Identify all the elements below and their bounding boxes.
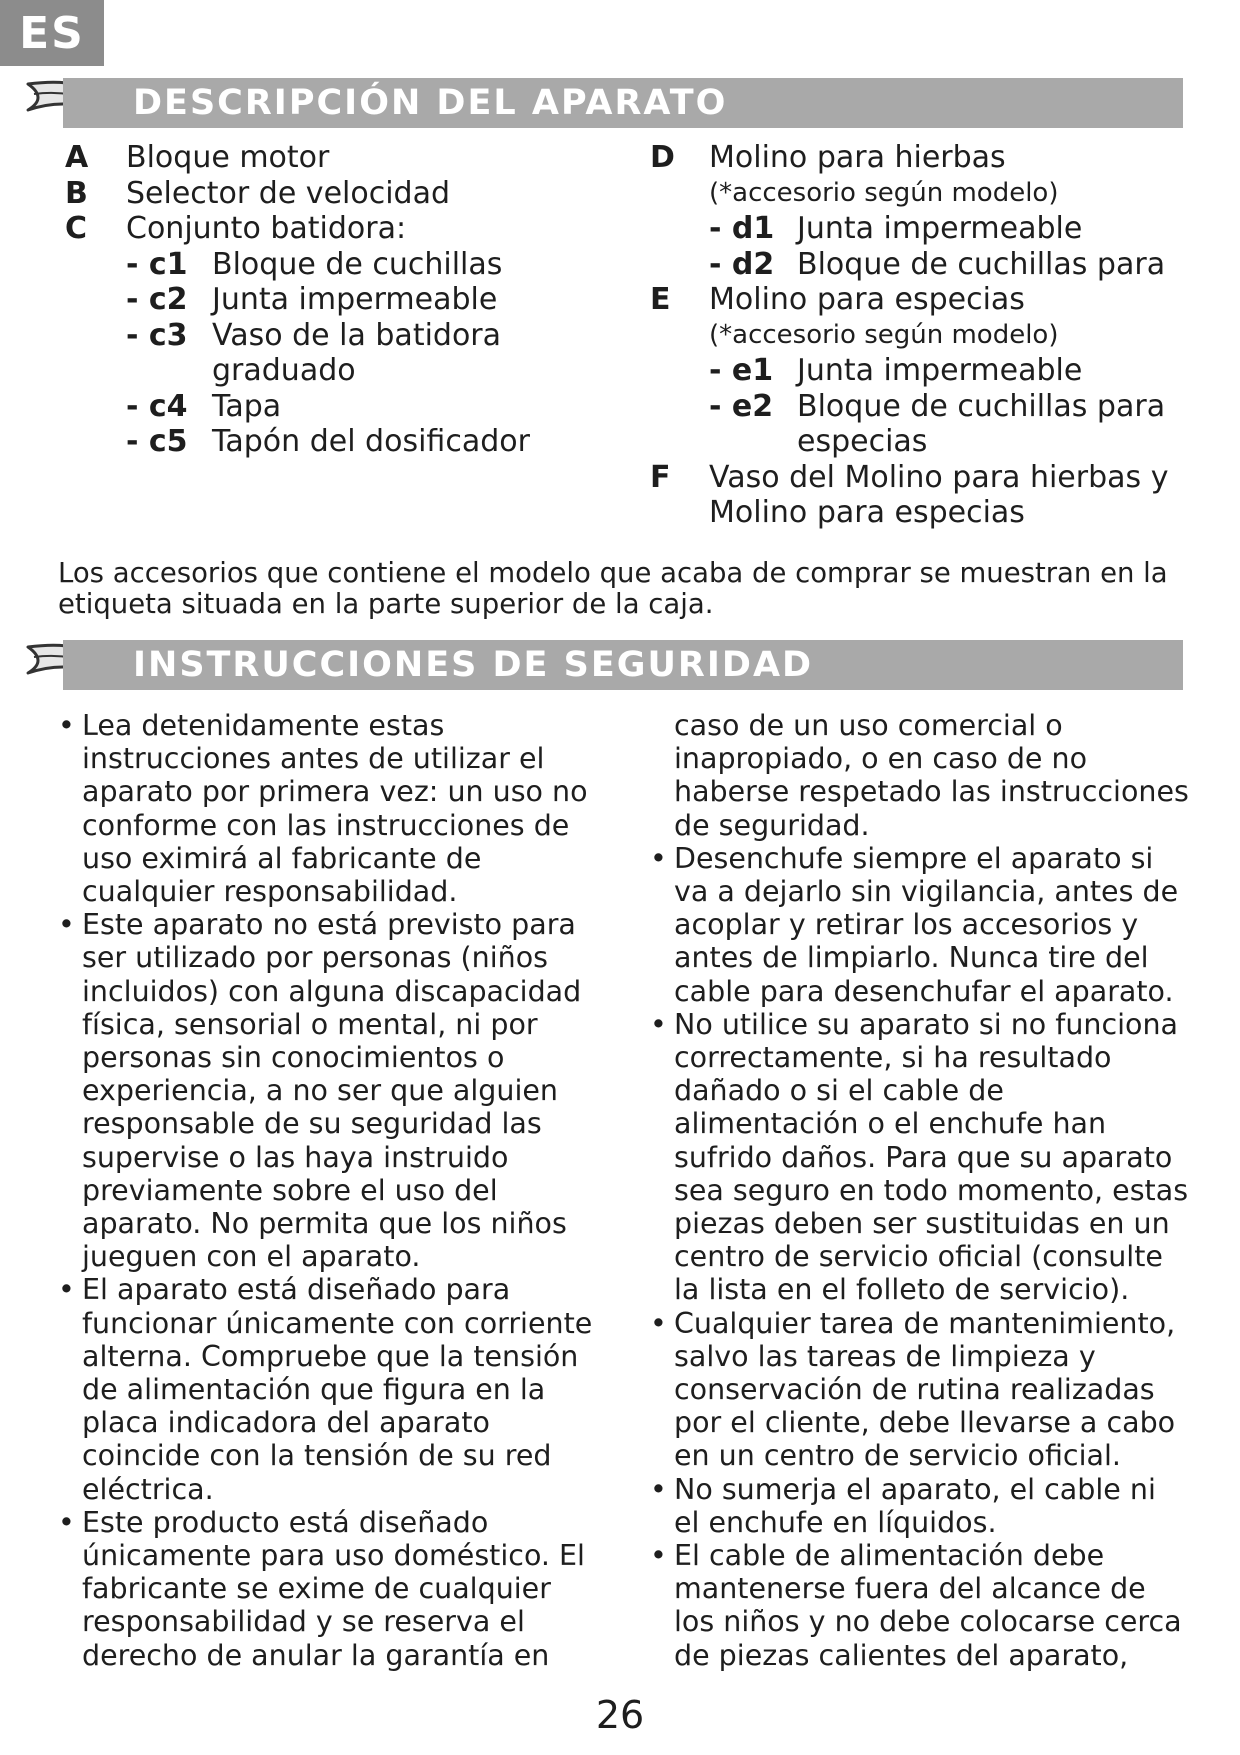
sub-list-item: - d2 Bloque de cuchillas para <box>709 246 1166 282</box>
list-item: E Molino para especias <box>650 282 1025 317</box>
list-item: • Cualquier tarea de mantenimiento, salvo las tareas de limpieza y conservación de rutina realizadas por el cliente, debe llevarse a cabo en un centro de servicio oficial. <box>650 1307 1190 1473</box>
list-item: • No utilice su aparato si no funciona correctamente, si ha resultado dañado o si el cable de alimentación o el enchufe han sufrido daños. Para que su aparato sea seguro en todo momento, estas piezas deben ser sustituidas en un centro de servicio oficial (consulte la lista en el folleto de servicio). <box>650 1008 1190 1307</box>
accessories-note: Los accesorios que contiene el modelo que acaba de comprar se muestran en la etiqueta situada en la parte superior de la caja. <box>58 557 1168 620</box>
sub-list-item: - e1 Junta impermeable <box>709 353 1083 388</box>
section-title-safety: INSTRUCCIONES DE SEGURIDAD <box>63 640 1183 690</box>
list-item: • Desenchufe siempre el aparato si va a dejarlo sin vigilancia, antes de acoplar y retirar los accesorios y antes de limpiarlo. Nunca tire del cable para desenchufar el aparato. <box>650 842 1190 1008</box>
sub-list-item: - c4 Tapa <box>126 388 282 424</box>
list-item: C Conjunto batidora: <box>65 211 407 246</box>
list-item: F Vaso del Molino para hierbas y Molino para especias <box>650 459 1169 530</box>
page-number: 26 <box>595 1693 645 1737</box>
note: (*accesorio según modelo) <box>709 319 1059 350</box>
sub-list-item: - c2 Junta impermeable <box>126 282 498 317</box>
list-item: B Selector de velocidad <box>65 175 451 211</box>
list-item: • El cable de alimentación debe mantenerse fuera del alcance de los niños y no debe colocarse cerca de piezas calientes del aparato, <box>650 1539 1190 1672</box>
list-item: • Este aparato no está previsto para ser utilizado por personas (niños incluidos) con alguna discapacidad física, sensorial o mental, ni por personas sin conocimientos o experiencia, a no ser que alguien responsable de su seguridad las supervise o las haya instruido previamente sobre el uso del aparato. No permita que los niños jueguen con el aparato. <box>58 908 598 1273</box>
list-item: • Este producto está diseñado únicamente para uso doméstico. El fabricante se exime de cualquier responsabilidad y se reserva el derecho de anular la garantía en <box>58 1506 598 1672</box>
sub-list-item: - c3 Vaso de la batidora graduado <box>126 317 502 388</box>
list-item-continuation: caso de un uso comercial o inapropiado, o en caso de no haberse respetado las instrucciones de seguridad. <box>674 709 1189 842</box>
list-item: • Lea detenidamente estas instrucciones antes de utilizar el aparato por primera vez: un uso no conforme con las instrucciones de uso eximirá al fabricante de cualquier responsabilidad. <box>58 709 598 908</box>
list-item: • No sumerja el aparato, el cable ni el enchufe en líquidos. <box>650 1473 1190 1539</box>
sub-list-item: - e2 Bloque de cuchillas para especias <box>709 388 1166 459</box>
sub-list-item: - c5 Tapón del dosificador <box>126 424 530 459</box>
sub-list-item: - d1 Junta impermeable <box>709 211 1083 246</box>
language-tab: ES <box>0 0 104 66</box>
list-item: • El aparato está diseñado para funcionar únicamente con corriente alterna. Compruebe que la tensión de alimentación que figura en la placa indicadora del aparato coincide con la tensión de su red eléctrica. <box>58 1273 598 1505</box>
parts-list-right <box>650 140 1190 531</box>
sub-list-item: - c1 Bloque de cuchillas <box>126 246 503 282</box>
note: (*accesorio según modelo) <box>709 177 1059 208</box>
safety-list-left <box>58 709 598 1672</box>
list-item: A Bloque motor <box>65 140 330 175</box>
list-item: D Molino para hierbas <box>650 140 1006 175</box>
parts-list-left <box>65 140 625 460</box>
section-title-description: DESCRIPCIÓN DEL APARATO <box>63 78 1183 128</box>
safety-list-right <box>650 709 1190 1672</box>
